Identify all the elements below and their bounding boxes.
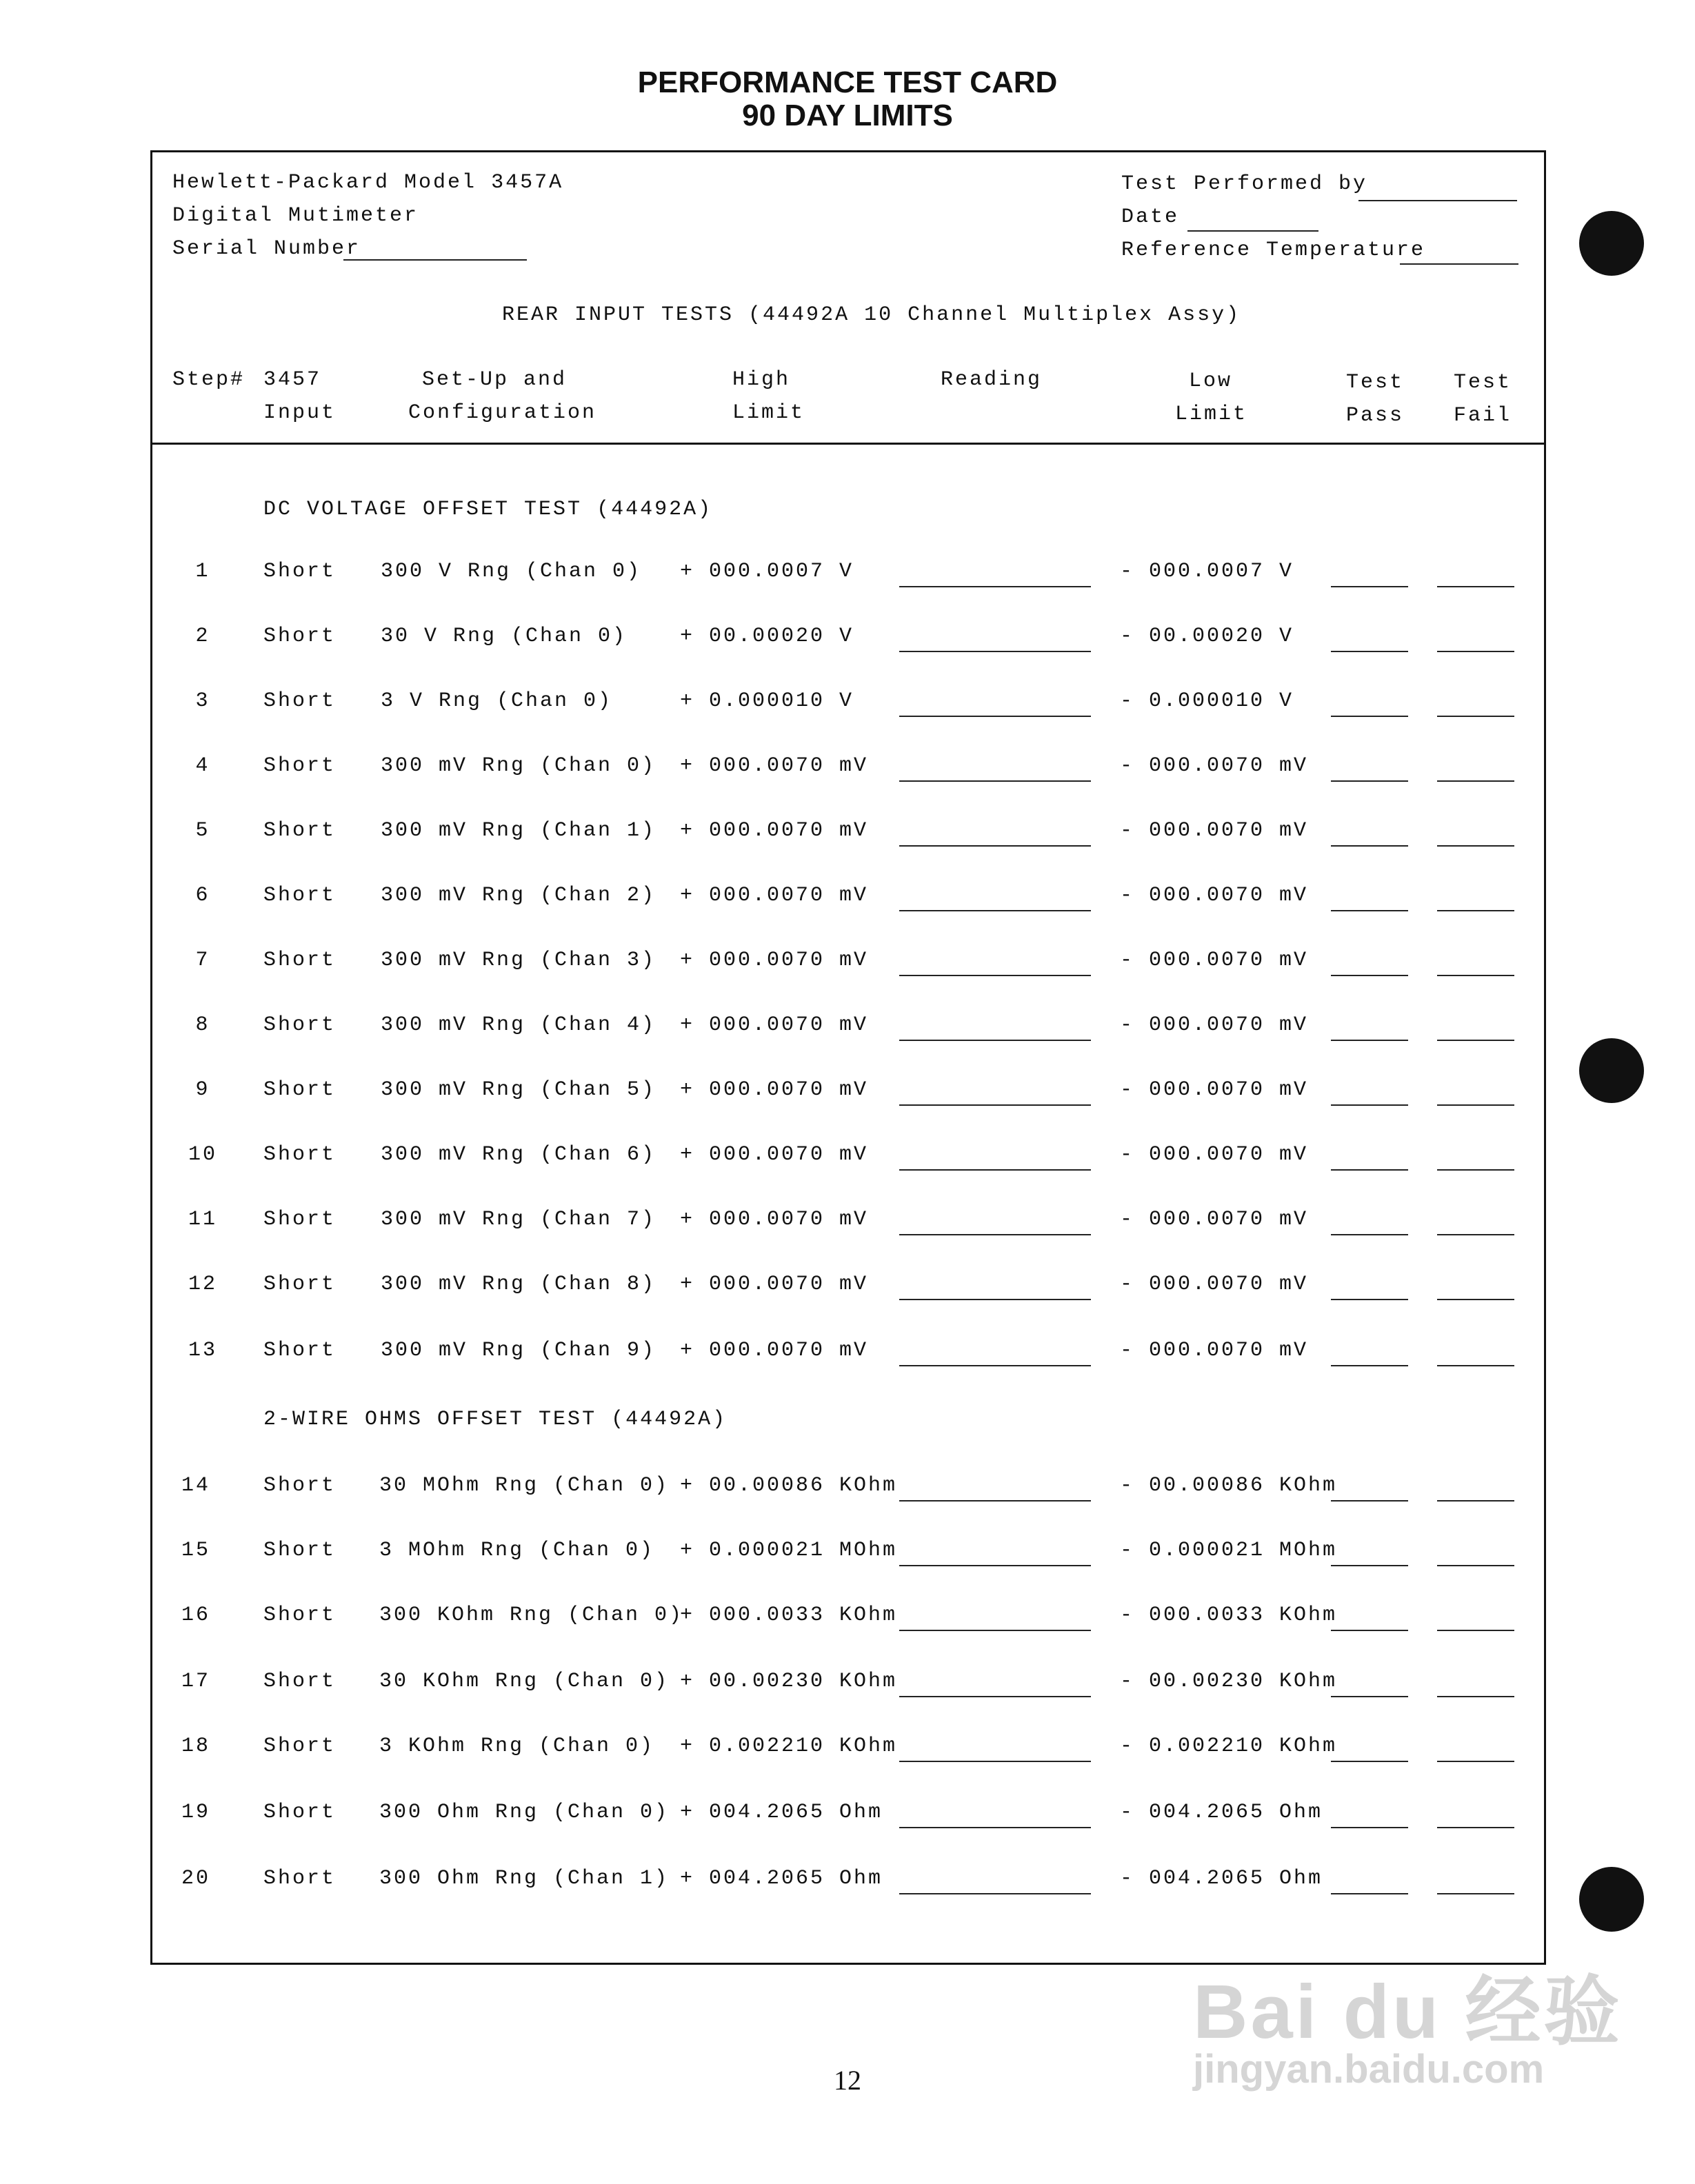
performed-by-field[interactable] — [1358, 200, 1517, 201]
step-number: 11 — [188, 1208, 217, 1231]
reading-field[interactable] — [899, 1500, 1091, 1502]
table-row — [0, 1339, 1695, 1373]
setup-config: 300 mV Rng (Chan 3) — [381, 949, 656, 972]
setup-config: 3 V Rng (Chan 0) — [381, 689, 613, 713]
test-pass-field[interactable] — [1331, 975, 1408, 976]
reading-field[interactable] — [899, 975, 1091, 976]
high-limit: + 00.00086 KOhm — [680, 1474, 898, 1497]
step-number: 5 — [195, 819, 210, 842]
input-value: Short — [263, 1474, 337, 1497]
setup-config: 300 mV Rng (Chan 2) — [381, 884, 656, 907]
input-value: Short — [263, 1273, 337, 1296]
low-limit: - 000.0070 mV — [1120, 1078, 1309, 1102]
date-field[interactable] — [1187, 230, 1318, 232]
test-pass-field[interactable] — [1331, 1365, 1408, 1366]
step-number: 7 — [195, 949, 210, 972]
test-fail-field[interactable] — [1437, 1565, 1514, 1566]
table-row — [0, 949, 1695, 983]
test-pass-field[interactable] — [1331, 1169, 1408, 1171]
test-pass-field[interactable] — [1331, 1893, 1408, 1894]
reading-field[interactable] — [899, 1104, 1091, 1106]
high-limit: + 0.002210 KOhm — [680, 1735, 898, 1758]
header-divider — [150, 443, 1546, 445]
high-limit: + 00.00230 KOhm — [680, 1670, 898, 1693]
punch-hole-bottom — [1579, 1867, 1644, 1932]
reading-field[interactable] — [899, 1169, 1091, 1171]
col-fail-2: Fail — [1454, 404, 1512, 427]
low-limit: - 0.000021 MOhm — [1120, 1539, 1338, 1562]
low-limit: - 000.0007 V — [1120, 560, 1294, 583]
model-label: Hewlett-Packard Model 3457A — [172, 171, 564, 194]
input-value: Short — [263, 1143, 337, 1166]
setup-config: 300 mV Rng (Chan 8) — [381, 1273, 656, 1296]
reading-field[interactable] — [899, 1565, 1091, 1566]
setup-config: 300 mV Rng (Chan 1) — [381, 819, 656, 842]
high-limit: + 000.0070 mV — [680, 1078, 869, 1102]
page-number: 12 — [834, 2065, 861, 2096]
input-value: Short — [263, 560, 337, 583]
setup-config: 30 KOhm Rng (Chan 0) — [379, 1670, 670, 1693]
input-value: Short — [263, 1604, 337, 1627]
col-setup-2: Configuration — [408, 401, 597, 425]
col-low-1: Low — [1189, 370, 1233, 393]
step-number: 8 — [195, 1013, 210, 1037]
table-row — [0, 1801, 1695, 1835]
table-row — [0, 1143, 1695, 1177]
col-fail-1: Test — [1454, 371, 1512, 394]
step-number: 9 — [195, 1078, 210, 1102]
setup-config: 30 MOhm Rng (Chan 0) — [379, 1474, 670, 1497]
test-pass-field[interactable] — [1331, 1500, 1408, 1502]
input-value: Short — [263, 1208, 337, 1231]
low-limit: - 000.0070 mV — [1120, 1013, 1309, 1037]
step-number: 15 — [181, 1539, 210, 1562]
step-number: 16 — [181, 1604, 210, 1627]
step-number: 20 — [181, 1867, 210, 1890]
table-row — [0, 1867, 1695, 1901]
low-limit: - 004.2065 Ohm — [1120, 1801, 1323, 1824]
step-number: 12 — [188, 1273, 217, 1296]
test-fail-field[interactable] — [1437, 1040, 1514, 1041]
test-fail-field[interactable] — [1437, 910, 1514, 911]
col-low-2: Limit — [1175, 403, 1248, 426]
section-title-ohms: 2-WIRE OHMS OFFSET TEST (44492A) — [263, 1408, 728, 1431]
test-fail-field[interactable] — [1437, 1500, 1514, 1502]
test-pass-field[interactable] — [1331, 1104, 1408, 1106]
high-limit: + 000.0070 mV — [680, 1013, 869, 1037]
table-row — [0, 1604, 1695, 1638]
reading-field[interactable] — [899, 1761, 1091, 1762]
input-value: Short — [263, 1735, 337, 1758]
test-pass-field[interactable] — [1331, 1827, 1408, 1828]
test-pass-field[interactable] — [1331, 1630, 1408, 1631]
table-row — [0, 560, 1695, 594]
test-pass-field[interactable] — [1331, 845, 1408, 847]
high-limit: + 000.0070 mV — [680, 819, 869, 842]
reading-field[interactable] — [899, 1299, 1091, 1300]
step-number: 13 — [188, 1339, 217, 1362]
reading-field[interactable] — [899, 1234, 1091, 1235]
test-fail-field[interactable] — [1437, 1365, 1514, 1366]
reading-field[interactable] — [899, 1630, 1091, 1631]
test-fail-field[interactable] — [1437, 780, 1514, 782]
step-number: 4 — [195, 754, 210, 778]
high-limit: + 000.0070 mV — [680, 1339, 869, 1362]
reading-field[interactable] — [899, 1040, 1091, 1041]
reading-field[interactable] — [899, 1696, 1091, 1697]
low-limit: - 000.0070 mV — [1120, 1143, 1309, 1166]
high-limit: + 000.0070 mV — [680, 754, 869, 778]
step-number: 17 — [181, 1670, 210, 1693]
high-limit: + 0.000021 MOhm — [680, 1539, 898, 1562]
setup-config: 3 MOhm Rng (Chan 0) — [379, 1539, 655, 1562]
punch-hole-top — [1579, 211, 1644, 276]
test-fail-field[interactable] — [1437, 1630, 1514, 1631]
low-limit: - 000.0070 mV — [1120, 754, 1309, 778]
col-pass-1: Test — [1346, 371, 1405, 394]
performed-by-label: Test Performed by — [1121, 172, 1368, 196]
setup-config: 300 mV Rng (Chan 9) — [381, 1339, 656, 1362]
test-fail-field[interactable] — [1437, 1696, 1514, 1697]
setup-config: 3 KOhm Rng (Chan 0) — [379, 1735, 655, 1758]
low-limit: - 000.0070 mV — [1120, 1273, 1309, 1296]
setup-config: 300 Ohm Rng (Chan 0) — [379, 1801, 670, 1824]
high-limit: + 000.0070 mV — [680, 1208, 869, 1231]
input-value: Short — [263, 1670, 337, 1693]
table-row — [0, 754, 1695, 789]
low-limit: - 00.00086 KOhm — [1120, 1474, 1338, 1497]
page-title-line-1: PERFORMANCE TEST CARD — [637, 65, 1058, 99]
test-pass-field[interactable] — [1331, 1565, 1408, 1566]
test-fail-field[interactable] — [1437, 1299, 1514, 1300]
watermark-logo: Bai du 经验 — [1193, 1970, 1623, 2054]
reading-field[interactable] — [899, 910, 1091, 911]
low-limit: - 00.00230 KOhm — [1120, 1670, 1338, 1693]
test-pass-field[interactable] — [1331, 1761, 1408, 1762]
step-number: 10 — [188, 1143, 217, 1166]
input-value: Short — [263, 1013, 337, 1037]
table-row — [0, 1670, 1695, 1704]
section-heading: REAR INPUT TESTS (44492A 10 Channel Multiplex Assy) — [502, 303, 1241, 327]
input-value: Short — [263, 1801, 337, 1824]
input-value: Short — [263, 689, 337, 713]
low-limit: - 004.2065 Ohm — [1120, 1867, 1323, 1890]
high-limit: + 000.0007 V — [680, 560, 854, 583]
test-pass-field[interactable] — [1331, 1696, 1408, 1697]
reading-field[interactable] — [899, 586, 1091, 587]
high-limit: + 000.0070 mV — [680, 1143, 869, 1166]
setup-config: 30 V Rng (Chan 0) — [381, 625, 628, 648]
reading-field[interactable] — [899, 845, 1091, 847]
date-label: Date — [1121, 205, 1180, 229]
table-row — [0, 689, 1695, 724]
reading-field[interactable] — [899, 1827, 1091, 1828]
test-fail-field[interactable] — [1437, 845, 1514, 847]
setup-config: 300 mV Rng (Chan 6) — [381, 1143, 656, 1166]
test-fail-field[interactable] — [1437, 716, 1514, 717]
input-value: Short — [263, 1867, 337, 1890]
setup-config: 300 mV Rng (Chan 4) — [381, 1013, 656, 1037]
reference-temperature-field[interactable] — [1400, 263, 1518, 265]
input-value: Short — [263, 884, 337, 907]
high-limit: + 004.2065 Ohm — [680, 1801, 883, 1824]
input-value: Short — [263, 949, 337, 972]
reading-field[interactable] — [899, 1893, 1091, 1894]
high-limit: + 00.00020 V — [680, 625, 854, 648]
input-value: Short — [263, 1078, 337, 1102]
test-fail-field[interactable] — [1437, 1169, 1514, 1171]
punch-hole-middle — [1579, 1038, 1644, 1103]
low-limit: - 000.0070 mV — [1120, 884, 1309, 907]
table-row — [0, 1735, 1695, 1769]
step-number: 14 — [181, 1474, 210, 1497]
table-row — [0, 819, 1695, 853]
section-title-dc-voltage: DC VOLTAGE OFFSET TEST (44492A) — [263, 498, 713, 521]
low-limit: - 000.0070 mV — [1120, 1208, 1309, 1231]
col-reading: Reading — [941, 368, 1043, 392]
reading-field[interactable] — [899, 651, 1091, 652]
low-limit: - 000.0033 KOhm — [1120, 1604, 1338, 1627]
setup-config: 300 mV Rng (Chan 7) — [381, 1208, 656, 1231]
test-pass-field[interactable] — [1331, 1299, 1408, 1300]
instrument-label: Digital Mutimeter — [172, 204, 419, 228]
step-number: 2 — [195, 625, 210, 648]
test-pass-field[interactable] — [1331, 716, 1408, 717]
table-row — [0, 625, 1695, 659]
col-pass-2: Pass — [1346, 404, 1405, 427]
step-number: 18 — [181, 1735, 210, 1758]
setup-config: 300 mV Rng (Chan 5) — [381, 1078, 656, 1102]
input-value: Short — [263, 1339, 337, 1362]
table-row — [0, 1208, 1695, 1242]
setup-config: 300 Ohm Rng (Chan 1) — [379, 1867, 670, 1890]
high-limit: + 000.0070 mV — [680, 949, 869, 972]
col-input-2: Input — [263, 401, 337, 425]
test-fail-field[interactable] — [1437, 1104, 1514, 1106]
setup-config: 300 V Rng (Chan 0) — [381, 560, 642, 583]
serial-number-label: Serial Number — [172, 237, 361, 261]
col-step: Step# — [172, 368, 245, 392]
table-row — [0, 1013, 1695, 1048]
table-row — [0, 1273, 1695, 1307]
reference-temperature-label: Reference Temperature — [1121, 239, 1426, 262]
test-fail-field[interactable] — [1437, 1827, 1514, 1828]
step-number: 6 — [195, 884, 210, 907]
low-limit: - 0.002210 KOhm — [1120, 1735, 1338, 1758]
watermark-url: jingyan.baidu.com — [1193, 2047, 1545, 2092]
test-fail-field[interactable] — [1437, 1761, 1514, 1762]
test-pass-field[interactable] — [1331, 651, 1408, 652]
step-number: 3 — [195, 689, 210, 713]
test-pass-field[interactable] — [1331, 586, 1408, 587]
test-fail-field[interactable] — [1437, 586, 1514, 587]
high-limit: + 000.0033 KOhm — [680, 1604, 898, 1627]
low-limit: - 000.0070 mV — [1120, 949, 1309, 972]
input-value: Short — [263, 1539, 337, 1562]
reading-field[interactable] — [899, 780, 1091, 782]
col-setup-1: Set-Up and — [422, 368, 568, 392]
test-pass-field[interactable] — [1331, 780, 1408, 782]
test-fail-field[interactable] — [1437, 651, 1514, 652]
table-row — [0, 1474, 1695, 1508]
step-number: 19 — [181, 1801, 210, 1824]
setup-config: 300 KOhm Rng (Chan 0) — [379, 1604, 684, 1627]
test-pass-field[interactable] — [1331, 1040, 1408, 1041]
setup-config: 300 mV Rng (Chan 0) — [381, 754, 656, 778]
low-limit: - 00.00020 V — [1120, 625, 1294, 648]
serial-number-field[interactable] — [343, 259, 527, 261]
step-number: 1 — [195, 560, 210, 583]
col-high-2: Limit — [732, 401, 805, 425]
table-row — [0, 1539, 1695, 1573]
reading-field[interactable] — [899, 716, 1091, 717]
low-limit: - 0.000010 V — [1120, 689, 1294, 713]
high-limit: + 000.0070 mV — [680, 1273, 869, 1296]
input-value: Short — [263, 625, 337, 648]
test-pass-field[interactable] — [1331, 910, 1408, 911]
test-pass-field[interactable] — [1331, 1234, 1408, 1235]
low-limit: - 000.0070 mV — [1120, 1339, 1309, 1362]
high-limit: + 0.000010 V — [680, 689, 854, 713]
col-input-1: 3457 — [263, 368, 322, 392]
low-limit: - 000.0070 mV — [1120, 819, 1309, 842]
input-value: Short — [263, 819, 337, 842]
high-limit: + 004.2065 Ohm — [680, 1867, 883, 1890]
high-limit: + 000.0070 mV — [680, 884, 869, 907]
input-value: Short — [263, 754, 337, 778]
col-high-1: High — [732, 368, 791, 392]
table-row — [0, 884, 1695, 918]
test-fail-field[interactable] — [1437, 1234, 1514, 1235]
table-row — [0, 1078, 1695, 1113]
test-fail-field[interactable] — [1437, 975, 1514, 976]
page-title-line-2: 90 DAY LIMITS — [742, 99, 953, 132]
test-fail-field[interactable] — [1437, 1893, 1514, 1894]
reading-field[interactable] — [899, 1365, 1091, 1366]
